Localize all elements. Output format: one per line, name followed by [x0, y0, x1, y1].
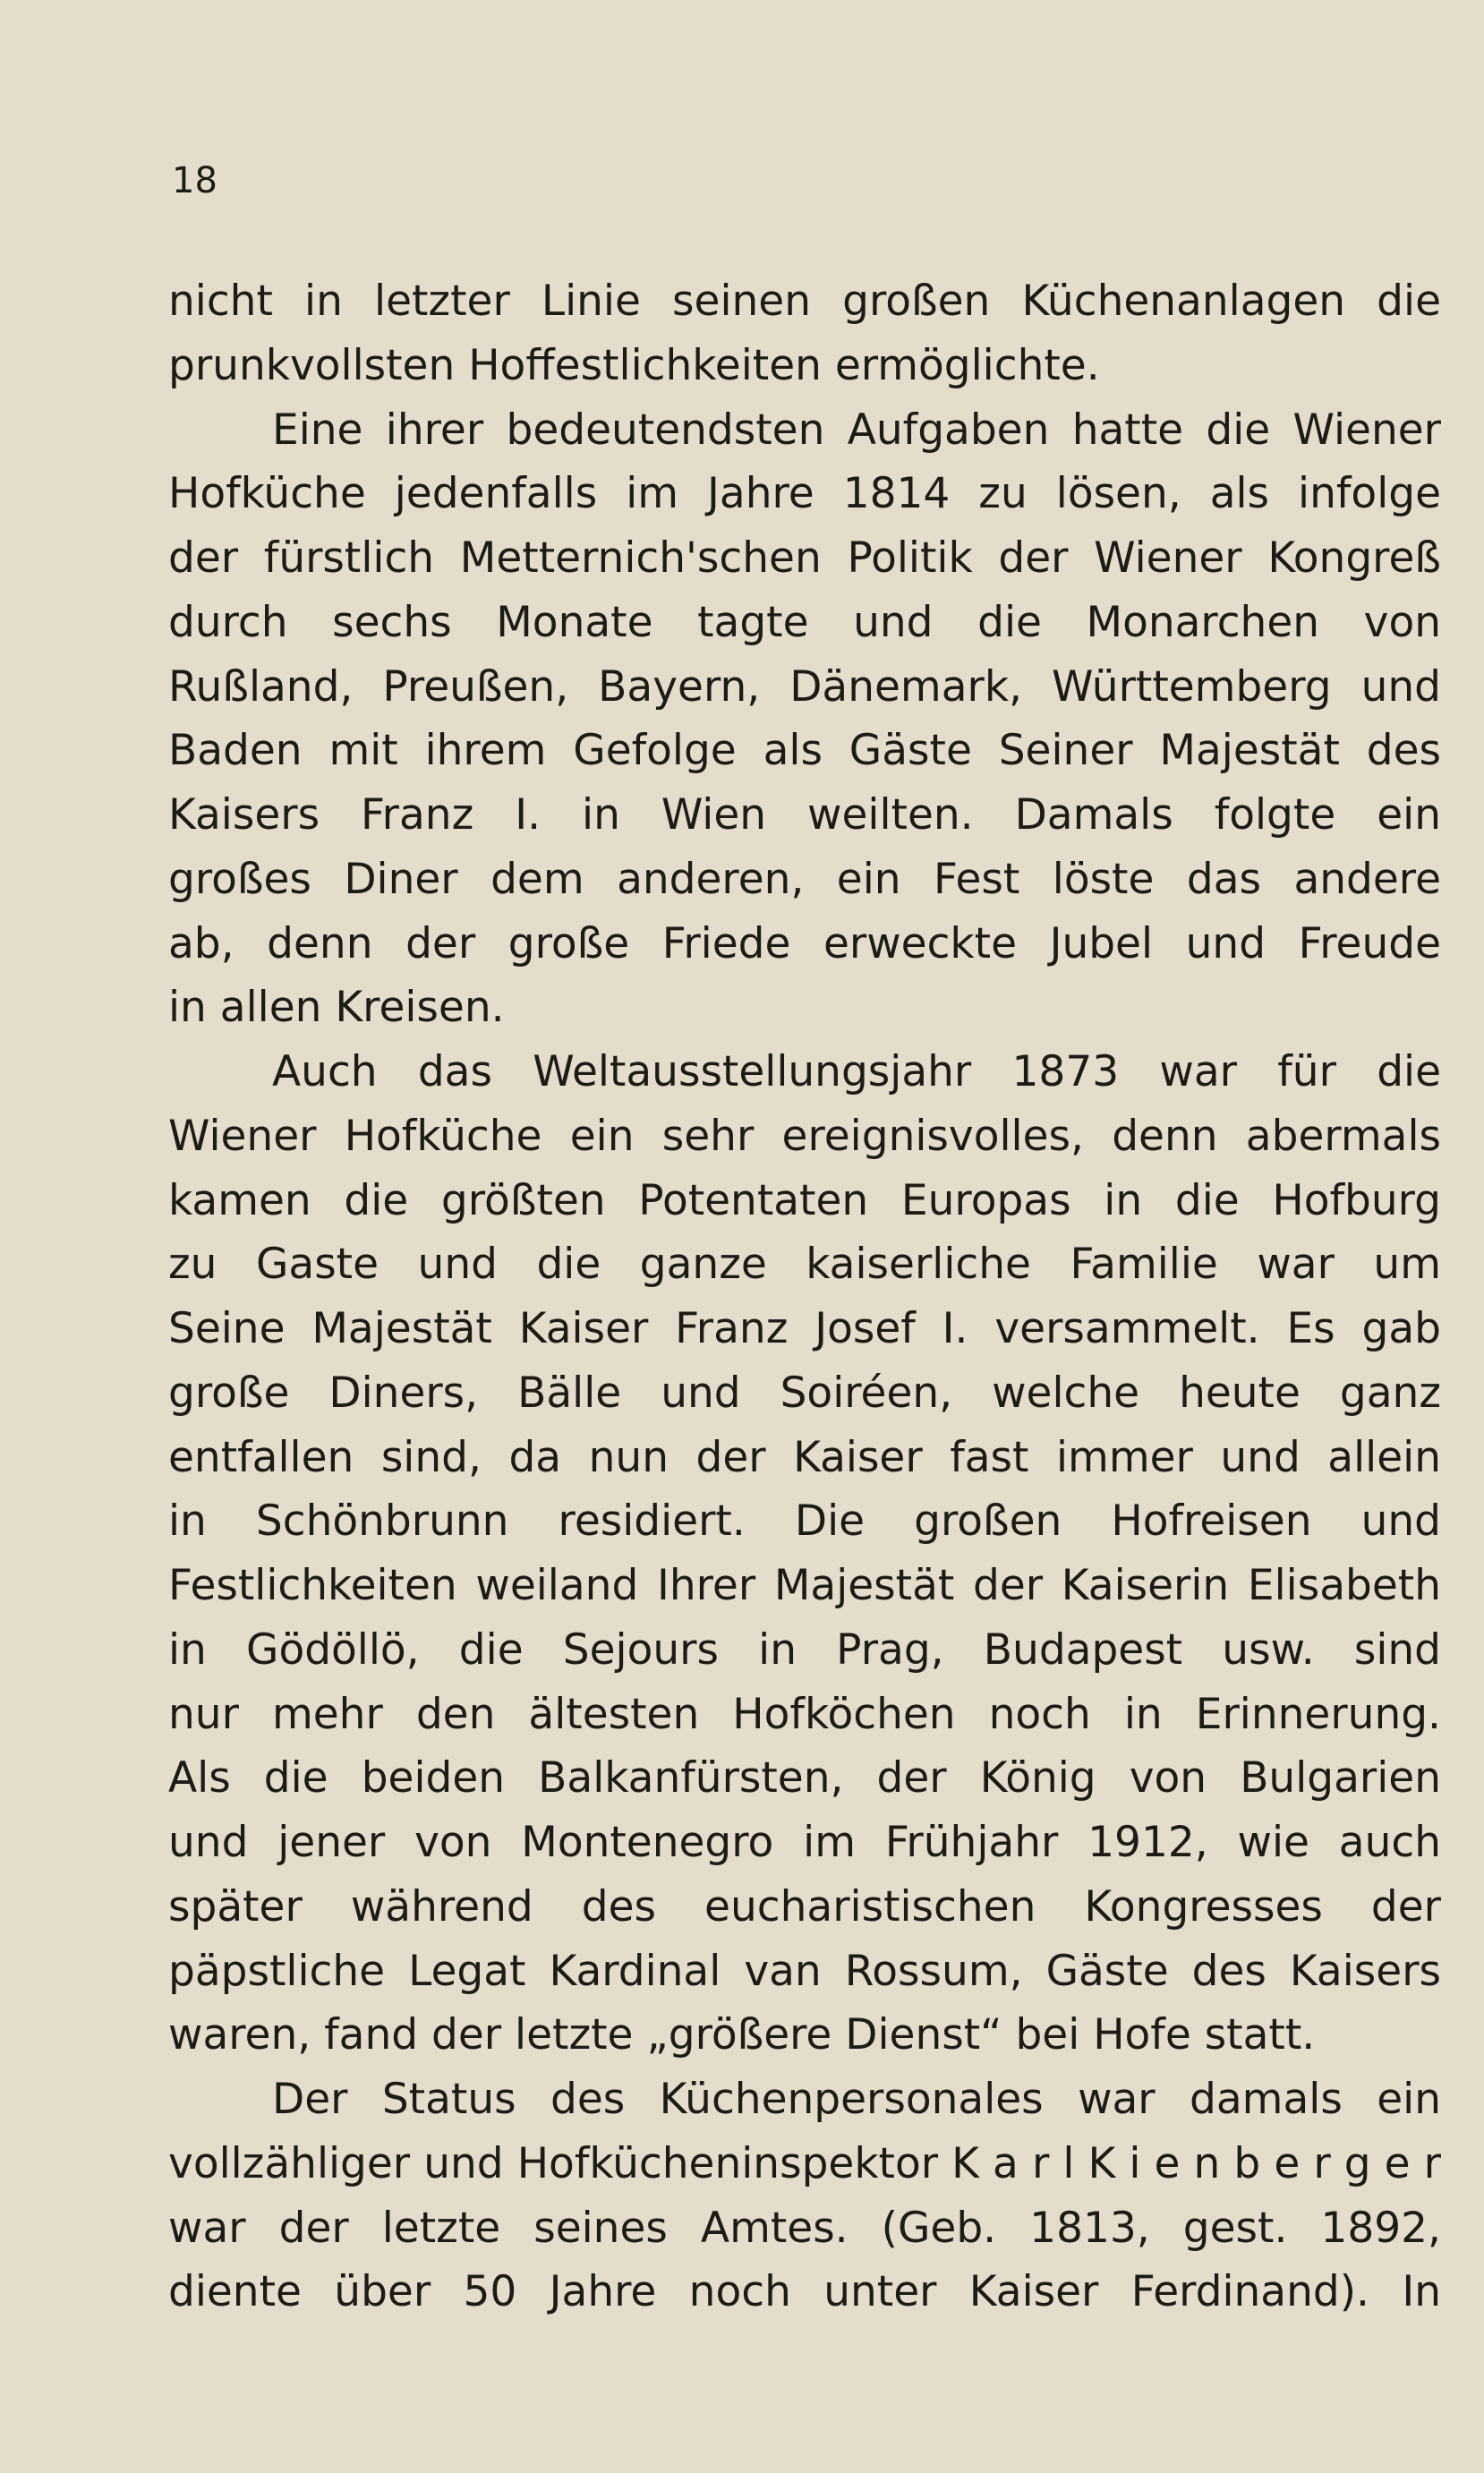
- paragraph-first-line: Eine ihrer bedeutendsten Aufgaben hatte die Wiener: [272, 405, 1441, 455]
- text-line: Baden mit ihrem Gefolge als Gäste Seiner Majestät des: [168, 726, 1441, 775]
- text-line: Als die beiden Balkanfürsten, der König von Bulgarien: [168, 1753, 1441, 1803]
- text-line: war der letzte seines Amtes. (Geb. 1813, gest. 1892,: [168, 2204, 1441, 2253]
- text-line: großes Diner dem anderen, ein Fest löste das andere: [168, 855, 1441, 904]
- text-line: ab, denn der große Friede erweckte Jubel und Freude: [168, 919, 1441, 968]
- page-number: 18: [172, 160, 217, 201]
- text-line: Kaisers Franz I. in Wien weilten. Damals folgte ein: [168, 790, 1441, 840]
- text-line: päpstliche Legat Kardinal van Rossum, Gäste des Kaisers: [168, 1947, 1441, 1996]
- text-line: prunkvollsten Hoffestlichkeiten ermöglichte.: [168, 341, 1100, 390]
- text-line: vollzähliger und Hofkücheninspektor K a r l K i e n b e r g e r: [168, 2139, 1441, 2188]
- text-line: und jener von Montenegro im Frühjahr 1912, wie auch: [168, 1818, 1441, 1867]
- paragraph-first-line: Auch das Weltausstellungsjahr 1873 war für die: [272, 1047, 1441, 1096]
- text-line: zu Gaste und die ganze kaiserliche Familie war um: [168, 1240, 1441, 1289]
- text-line: nur mehr den ältesten Hofköchen noch in Erinnerung.: [168, 1690, 1441, 1739]
- text-line: in allen Kreisen.: [168, 983, 505, 1032]
- text-line: durch sechs Monate tagte und die Monarchen von: [168, 598, 1441, 647]
- paragraph-first-line: Der Status des Küchenpersonales war damals ein: [272, 2075, 1441, 2124]
- text-line: Festlichkeiten weiland Ihrer Majestät der Kaiserin Elisabeth: [168, 1561, 1441, 1610]
- text-line: Seine Majestät Kaiser Franz Josef I. versammelt. Es gab: [168, 1304, 1441, 1353]
- text-line: entfallen sind, da nun der Kaiser fast immer und allein: [168, 1433, 1441, 1482]
- text-line: in Gödöllö, die Sejours in Prag, Budapest usw. sind: [168, 1625, 1441, 1675]
- text-line: Rußland, Preußen, Bayern, Dänemark, Württemberg und: [168, 662, 1441, 712]
- text-line: kamen die größten Potentaten Europas in die Hofburg: [168, 1176, 1441, 1225]
- text-line: später während des eucharistischen Kongresses der: [168, 1882, 1441, 1931]
- text-line: waren, fand der letzte „größere Dienst“ bei Hofe statt.: [168, 2010, 1316, 2059]
- text-line: nicht in letzter Linie seinen großen Küchenanlagen die: [168, 277, 1441, 326]
- text-line: Wiener Hofküche ein sehr ereignisvolles, denn abermals: [168, 1112, 1441, 1161]
- text-line: diente über 50 Jahre noch unter Kaiser Ferdinand). In: [168, 2267, 1441, 2316]
- text-line: Hofküche jedenfalls im Jahre 1814 zu lösen, als infolge: [168, 469, 1441, 518]
- text-line: große Diners, Bälle und Soiréen, welche heute ganz: [168, 1369, 1441, 1418]
- text-line: der fürstlich Metternich'schen Politik der Wiener Kongreß: [168, 533, 1441, 583]
- text-line: in Schönbrunn residiert. Die großen Hofreisen und: [168, 1497, 1441, 1546]
